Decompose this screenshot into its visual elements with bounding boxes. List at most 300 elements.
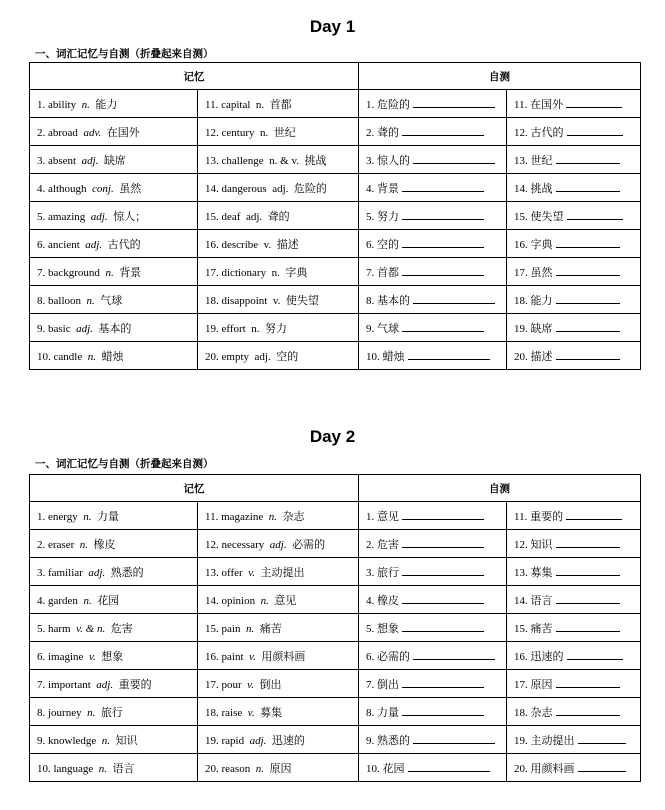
entry-number: 15. — [205, 622, 222, 635]
entry-meaning: 募集 — [260, 706, 283, 719]
table-row — [30, 146, 641, 174]
vocab-entry — [30, 286, 198, 314]
entry-number: 8. — [37, 294, 48, 307]
self-test-prompt: 16. 迅速的 — [514, 650, 564, 663]
self-test-item — [507, 558, 641, 586]
entry-pos: n. — [271, 266, 280, 279]
vocab-entry — [198, 698, 359, 726]
self-test-prompt: 3. 旅行 — [366, 566, 399, 579]
memory-header: 记忆 — [30, 475, 359, 502]
vocab-entry — [198, 530, 359, 558]
entry-number: 19. — [205, 322, 222, 335]
entry-meaning: 努力 — [264, 322, 287, 335]
entry-pos: n. & v. — [269, 154, 299, 167]
entry-word: challenge — [221, 154, 264, 167]
entry-word: reason — [221, 762, 251, 775]
self-test-prompt: 15. 痛苦 — [514, 622, 553, 635]
self-test-prompt: 16. 字典 — [514, 238, 553, 251]
entry-number: 6. — [37, 238, 48, 251]
entry-number: 2. — [37, 126, 48, 139]
table-row — [30, 286, 641, 314]
entry-number: 6. — [37, 650, 48, 663]
entry-meaning: 原因 — [269, 762, 292, 775]
entry-pos: adj. — [85, 238, 103, 251]
self-test-prompt: 10. 蜡烛 — [366, 350, 405, 363]
answer-blank[interactable] — [567, 125, 623, 136]
self-test-item — [359, 146, 507, 174]
self-test-item — [359, 314, 507, 342]
answer-blank[interactable] — [566, 97, 622, 108]
self-test-item — [507, 530, 641, 558]
entry-pos: n. — [251, 322, 260, 335]
answer-blank[interactable] — [402, 125, 484, 136]
answer-blank[interactable] — [402, 677, 484, 688]
entry-pos: v. & n. — [76, 622, 106, 635]
self-test-item — [359, 754, 507, 782]
answer-blank[interactable] — [556, 349, 620, 360]
entry-meaning: 基本的 — [98, 322, 132, 335]
self-test-item — [359, 286, 507, 314]
entry-pos: n. — [259, 126, 269, 139]
self-test-prompt: 4. 橡皮 — [366, 594, 399, 607]
entry-word: familiar — [48, 566, 83, 579]
entry-word: energy — [48, 510, 78, 523]
entry-number: 14. — [205, 594, 222, 607]
table-row — [30, 670, 641, 698]
entry-pos: adj. — [254, 350, 271, 363]
self-test-header: 自测 — [359, 475, 641, 502]
self-test-prompt: 17. 虽然 — [514, 266, 553, 279]
vocab-entry — [30, 642, 198, 670]
entry-number: 13. — [205, 154, 222, 167]
entry-meaning: 气球 — [100, 294, 123, 307]
entry-word: abroad — [48, 126, 78, 139]
self-test-prompt: 20. 描述 — [514, 350, 553, 363]
self-test-prompt: 17. 原因 — [514, 678, 553, 691]
answer-blank[interactable] — [567, 649, 623, 660]
vocab-entry — [198, 586, 359, 614]
answer-blank[interactable] — [402, 509, 484, 520]
self-test-prompt: 18. 能力 — [514, 294, 553, 307]
self-test-prompt: 8. 力量 — [366, 706, 399, 719]
self-test-item — [359, 202, 507, 230]
table-row — [30, 586, 641, 614]
self-test-item — [359, 90, 507, 118]
vocab-entry — [198, 258, 359, 286]
day-title: Day 2 — [309, 427, 356, 446]
vocab-entry — [30, 258, 198, 286]
entry-pos: adj. — [245, 210, 263, 223]
answer-blank[interactable] — [556, 265, 620, 276]
answer-blank[interactable] — [556, 321, 620, 332]
answer-blank[interactable] — [413, 649, 495, 660]
self-test-prompt: 14. 挑战 — [514, 182, 553, 195]
entry-meaning: 蜡烛 — [101, 350, 124, 363]
entry-word: important — [48, 678, 91, 691]
entry-word: amazing — [48, 210, 86, 223]
answer-blank[interactable] — [556, 537, 620, 548]
vocab-entry — [198, 174, 359, 202]
entry-pos: adj. — [272, 182, 289, 195]
self-test-prompt: 19. 缺席 — [514, 322, 553, 335]
table-row — [30, 202, 641, 230]
self-test-item — [359, 558, 507, 586]
section-heading: 一、词汇记忆与自测（折叠起来自测） — [35, 458, 214, 470]
answer-blank[interactable] — [556, 705, 620, 716]
entry-word: language — [53, 762, 94, 775]
self-test-prompt: 1. 意见 — [366, 510, 399, 523]
answer-blank[interactable] — [413, 293, 495, 304]
answer-blank[interactable] — [556, 621, 620, 632]
entry-meaning: 描述 — [276, 238, 299, 251]
self-test-item — [507, 314, 641, 342]
self-test-item — [359, 614, 507, 642]
table-row — [30, 230, 641, 258]
table-row — [30, 342, 641, 370]
self-test-prompt: 13. 募集 — [514, 566, 553, 579]
table-row — [30, 118, 641, 146]
self-test-item — [507, 642, 641, 670]
self-test-item — [507, 586, 641, 614]
entry-pos: v. — [248, 566, 256, 579]
vocab-entry — [198, 614, 359, 642]
entry-number: 4. — [37, 182, 48, 195]
entry-word: describe — [221, 238, 259, 251]
entry-number: 15. — [205, 210, 222, 223]
entry-meaning: 缺席 — [103, 154, 126, 167]
entry-word: dictionary — [221, 266, 267, 279]
entry-word: deaf — [221, 210, 241, 223]
entry-number: 12. — [205, 538, 222, 551]
self-test-item — [507, 754, 641, 782]
entry-word: empty — [221, 350, 249, 363]
entry-word: eraser — [48, 538, 75, 551]
entry-meaning: 字典 — [285, 266, 308, 279]
answer-blank[interactable] — [402, 705, 484, 716]
entry-pos: n. — [87, 706, 96, 719]
answer-blank[interactable] — [556, 153, 620, 164]
answer-blank[interactable] — [402, 181, 484, 192]
entry-word: journey — [48, 706, 82, 719]
answer-blank[interactable] — [402, 321, 484, 332]
entry-number: 4. — [37, 594, 48, 607]
entry-pos: v. — [247, 678, 254, 691]
entry-word: capital — [221, 98, 251, 111]
entry-word: basic — [48, 322, 71, 335]
self-test-item — [359, 670, 507, 698]
entry-pos: n. — [98, 762, 107, 775]
entry-pos: n. — [101, 734, 111, 747]
entry-word: dangerous — [221, 182, 267, 195]
answer-blank[interactable] — [556, 677, 620, 688]
entry-word: opinion — [221, 594, 256, 607]
entry-word: magazine — [221, 510, 264, 523]
entry-pos: adj. — [88, 566, 106, 579]
entry-meaning: 在国外 — [106, 126, 140, 139]
entry-number: 5. — [37, 622, 48, 635]
table-row — [30, 314, 641, 342]
self-test-item — [507, 146, 641, 174]
entry-meaning: 痛苦 — [259, 622, 282, 635]
entry-number: 9. — [37, 322, 48, 335]
entry-number: 11. — [205, 98, 222, 111]
vocab-entry — [30, 586, 198, 614]
entry-meaning: 倒出 — [259, 678, 282, 691]
entry-pos: adj. — [76, 322, 93, 335]
section-heading: 一、词汇记忆与自测（折叠起来自测） — [35, 48, 214, 60]
self-test-prompt: 3. 惊人的 — [366, 154, 410, 167]
vocab-table — [29, 62, 641, 370]
entry-meaning: 危险的 — [293, 182, 327, 195]
entry-number: 17. — [205, 678, 222, 691]
vocab-entry — [30, 698, 198, 726]
entry-word: raise — [221, 706, 243, 719]
entry-number: 17. — [205, 266, 222, 279]
entry-meaning: 聋的 — [267, 210, 290, 223]
vocab-entry — [30, 670, 198, 698]
entry-meaning: 重要的 — [118, 678, 152, 691]
answer-blank[interactable] — [567, 209, 623, 220]
table-row — [30, 530, 641, 558]
vocab-entry — [30, 726, 198, 754]
entry-meaning: 知识 — [115, 734, 138, 747]
self-test-item — [507, 230, 641, 258]
entry-number: 3. — [37, 566, 48, 579]
entry-meaning: 首都 — [269, 98, 292, 111]
self-test-header: 自测 — [359, 63, 641, 90]
entry-meaning: 挑战 — [304, 154, 327, 167]
vocab-entry — [30, 614, 198, 642]
answer-blank[interactable] — [556, 237, 620, 248]
entry-meaning: 橡皮 — [93, 538, 116, 551]
answer-blank[interactable] — [402, 237, 484, 248]
vocab-entry — [198, 146, 359, 174]
entry-meaning: 意见 — [274, 594, 297, 607]
self-test-item — [507, 286, 641, 314]
self-test-prompt: 7. 首都 — [366, 266, 399, 279]
self-test-prompt: 11. 重要的 — [514, 510, 564, 523]
answer-blank[interactable] — [402, 209, 484, 220]
entry-pos: adj. — [96, 678, 114, 691]
entry-number: 19. — [205, 734, 222, 747]
entry-pos: n. — [83, 510, 92, 523]
self-test-prompt: 8. 基本的 — [366, 294, 410, 307]
entry-word: harm — [48, 622, 71, 635]
entry-meaning: 迅速的 — [271, 734, 305, 747]
vocab-entry — [30, 502, 198, 530]
vocab-entry — [30, 558, 198, 586]
answer-blank[interactable] — [556, 565, 620, 576]
vocab-entry — [30, 342, 198, 370]
self-test-item — [359, 342, 507, 370]
self-test-prompt: 2. 聋的 — [366, 126, 399, 139]
answer-blank[interactable] — [408, 761, 490, 772]
answer-blank[interactable] — [413, 733, 495, 744]
entry-word: although — [48, 182, 87, 195]
entry-number: 1. — [37, 510, 48, 523]
entry-number: 18. — [205, 706, 222, 719]
answer-blank[interactable] — [556, 181, 620, 192]
entry-meaning: 旅行 — [100, 706, 123, 719]
vocab-entry — [30, 174, 198, 202]
entry-meaning: 危害 — [110, 622, 133, 635]
table-row — [30, 258, 641, 286]
entry-meaning: 能力 — [95, 98, 118, 111]
entry-number: 7. — [37, 266, 48, 279]
entry-meaning: 必需的 — [292, 538, 326, 551]
entry-number: 10. — [37, 350, 54, 363]
vocab-entry — [198, 342, 359, 370]
answer-blank[interactable] — [402, 593, 484, 604]
self-test-prompt: 18. 杂志 — [514, 706, 553, 719]
self-test-prompt: 5. 努力 — [366, 210, 399, 223]
entry-meaning: 主动提出 — [260, 566, 305, 579]
self-test-item — [507, 118, 641, 146]
answer-blank[interactable] — [556, 293, 620, 304]
entry-number: 2. — [37, 538, 48, 551]
self-test-prompt: 6. 必需的 — [366, 650, 410, 663]
entry-number: 20. — [205, 762, 222, 775]
entry-number: 14. — [205, 182, 222, 195]
self-test-item — [507, 726, 641, 754]
answer-blank[interactable] — [402, 621, 484, 632]
answer-blank[interactable] — [556, 593, 620, 604]
entry-pos: adv. — [83, 126, 102, 139]
self-test-prompt: 15. 使失望 — [514, 210, 564, 223]
entry-meaning: 背景 — [119, 266, 142, 279]
answer-blank[interactable] — [566, 509, 622, 520]
entry-word: background — [48, 266, 100, 279]
answer-blank[interactable] — [578, 761, 626, 772]
table-row — [30, 642, 641, 670]
entry-word: candle — [53, 350, 83, 363]
entry-number: 5. — [37, 210, 48, 223]
entry-meaning: 用颜料画 — [261, 650, 306, 663]
day-title: Day 1 — [309, 17, 356, 36]
entry-number: 8. — [37, 706, 48, 719]
entry-number: 11. — [205, 510, 222, 523]
vocab-entry — [198, 754, 359, 782]
table-row — [30, 502, 641, 530]
entry-word: rapid — [221, 734, 245, 747]
entry-word: paint — [221, 650, 244, 663]
entry-number: 20. — [205, 350, 222, 363]
vocab-entry — [30, 146, 198, 174]
self-test-item — [359, 698, 507, 726]
answer-blank[interactable] — [402, 537, 484, 548]
vocab-entry — [30, 754, 198, 782]
vocab-entry — [198, 670, 359, 698]
vocab-entry — [198, 286, 359, 314]
vocab-entry — [30, 90, 198, 118]
answer-blank[interactable] — [402, 565, 484, 576]
entry-word: effort — [221, 322, 246, 335]
entry-pos: n. — [79, 538, 89, 551]
vocab-entry — [30, 118, 198, 146]
self-test-item — [359, 174, 507, 202]
entry-number: 16. — [205, 238, 222, 251]
vocab-entry — [198, 726, 359, 754]
entry-word: century — [221, 126, 255, 139]
entry-pos: v. — [272, 294, 281, 307]
self-test-item — [507, 670, 641, 698]
entry-pos: adj. — [269, 538, 287, 551]
entry-word: ability — [48, 98, 77, 111]
vocab-entry — [198, 558, 359, 586]
self-test-item — [507, 614, 641, 642]
entry-meaning: 花园 — [97, 594, 120, 607]
entry-pos: n. — [245, 622, 255, 635]
self-test-item — [507, 698, 641, 726]
entry-word: pain — [221, 622, 241, 635]
entry-meaning: 想象 — [101, 650, 124, 663]
self-test-item — [359, 230, 507, 258]
answer-blank[interactable] — [402, 265, 484, 276]
self-test-prompt: 4. 背景 — [366, 182, 399, 195]
self-test-item — [359, 258, 507, 286]
self-test-prompt: 7. 倒出 — [366, 678, 399, 691]
self-test-prompt: 2. 危害 — [366, 538, 399, 551]
entry-number: 7. — [37, 678, 48, 691]
entry-pos: adj. — [90, 210, 108, 223]
self-test-item — [507, 502, 641, 530]
entry-word: imagine — [48, 650, 84, 663]
entry-pos: v. — [247, 706, 255, 719]
vocab-entry — [198, 230, 359, 258]
vocab-entry — [198, 90, 359, 118]
entry-meaning: 空的 — [276, 350, 299, 363]
table-row — [30, 174, 641, 202]
vocab-entry — [198, 314, 359, 342]
table-row — [30, 698, 641, 726]
entry-meaning: 杂志 — [282, 510, 305, 523]
self-test-item — [359, 118, 507, 146]
entry-pos: conj. — [92, 182, 114, 195]
vocab-entry — [198, 118, 359, 146]
answer-blank[interactable] — [413, 97, 495, 108]
entry-number: 1. — [37, 98, 48, 111]
answer-blank[interactable] — [413, 153, 495, 164]
table-row — [30, 614, 641, 642]
entry-pos: adj. — [249, 734, 267, 747]
self-test-prompt: 12. 知识 — [514, 538, 553, 551]
table-row — [30, 90, 641, 118]
self-test-item — [359, 586, 507, 614]
answer-blank[interactable] — [578, 733, 626, 744]
vocab-entry — [198, 502, 359, 530]
entry-number: 16. — [205, 650, 222, 663]
self-test-item — [359, 726, 507, 754]
entry-word: necessary — [221, 538, 265, 551]
entry-number: 10. — [37, 762, 54, 775]
entry-word: offer — [221, 566, 243, 579]
self-test-item — [359, 642, 507, 670]
self-test-prompt: 11. 在国外 — [514, 98, 564, 111]
entry-pos: v. — [249, 650, 256, 663]
entry-meaning: 惊人； — [113, 210, 147, 223]
entry-pos: n. — [255, 762, 264, 775]
entry-meaning: 使失望 — [285, 294, 319, 307]
self-test-prompt: 13. 世纪 — [514, 154, 553, 167]
table-row — [30, 726, 641, 754]
self-test-item — [507, 342, 641, 370]
entry-meaning: 虽然 — [119, 182, 142, 195]
vocab-entry — [30, 202, 198, 230]
answer-blank[interactable] — [408, 349, 490, 360]
entry-word: absent — [48, 154, 77, 167]
entry-word: knowledge — [48, 734, 97, 747]
self-test-item — [507, 90, 641, 118]
